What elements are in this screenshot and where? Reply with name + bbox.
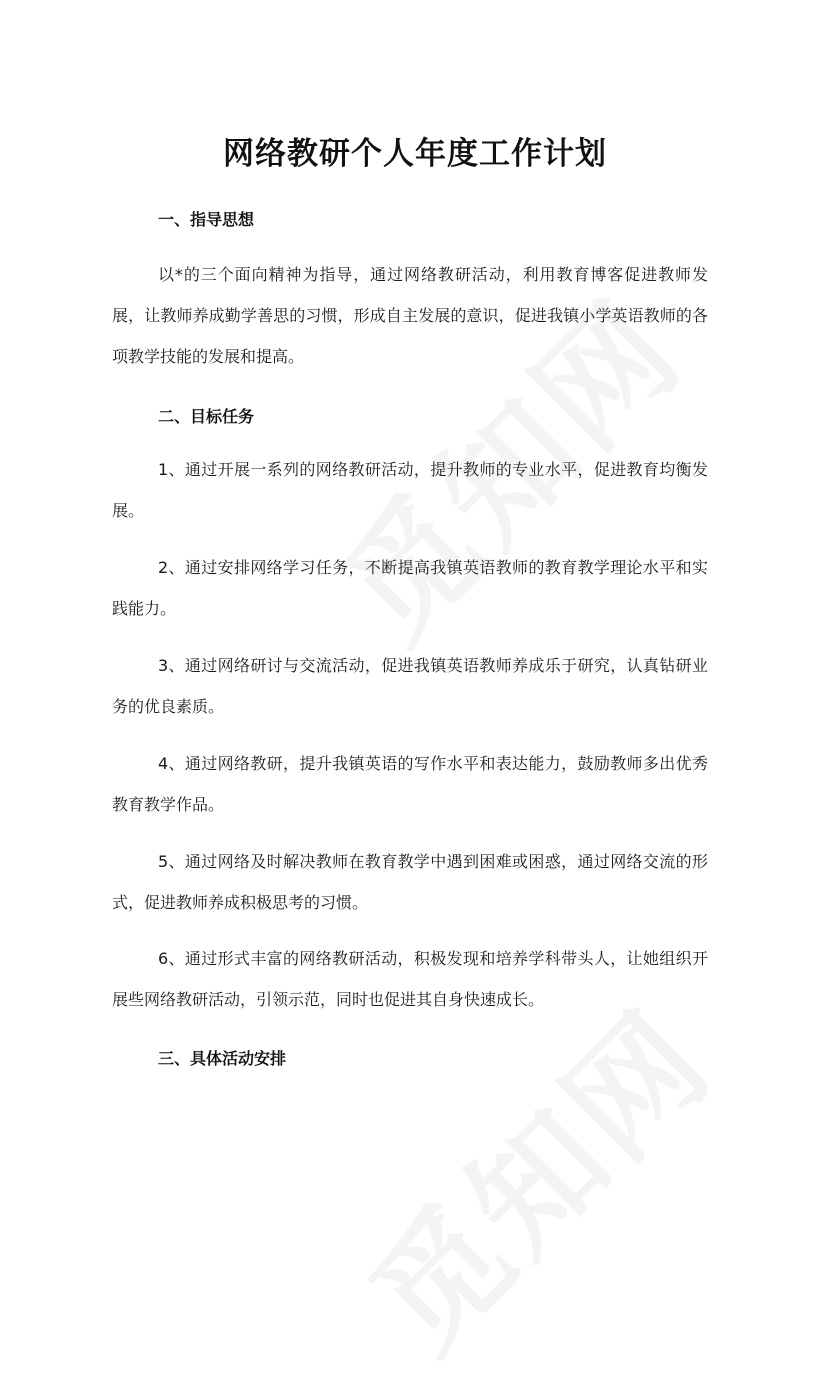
paragraph-guiding-ideology: 以*的三个面向精神为指导，通过网络教研活动，利用教育博客促进教师发展，让教师养成勤学善思的习惯，形成自主发展的意识，促进我镇小学英语教师的各项教学技能的发展和提高。 xyxy=(112,265,708,366)
paragraph-goal-4: 4、通过网络教研，提升我镇英语的写作水平和表达能力，鼓励教师多出优秀教育教学作品。 xyxy=(112,754,708,814)
section-heading-goals-tasks: 二、目标任务 xyxy=(158,407,255,426)
paragraph-goal-1: 1、通过开展一系列的网络教研活动，提升教师的专业水平，促进教育均衡发展。 xyxy=(112,460,708,520)
paragraph-goal-2: 2、通过安排网络学习任务，不断提高我镇英语教师的教育教学理论水平和实践能力。 xyxy=(112,558,708,618)
document-title: 网络教研个人年度工作计划 xyxy=(223,136,607,172)
paragraph-goal-6: 6、通过形式丰富的网络教研活动，积极发现和培养学科带头人，让她组织开展些网络教研活动，引领示范，同时也促进其自身快速成长。 xyxy=(112,949,708,1009)
paragraph-goal-3: 3、通过网络研讨与交流活动，促进我镇英语教师养成乐于研究，认真钻研业务的优良素质。 xyxy=(112,656,708,716)
section-heading-guiding-ideology: 一、指导思想 xyxy=(158,210,255,229)
paragraph-goal-5: 5、通过网络及时解决教师在教育教学中遇到困难或困惑，通过网络交流的形式，促进教师养成积极思考的习惯。 xyxy=(112,852,708,912)
section-heading-activity-arrangement: 三、具体活动安排 xyxy=(158,1049,287,1068)
